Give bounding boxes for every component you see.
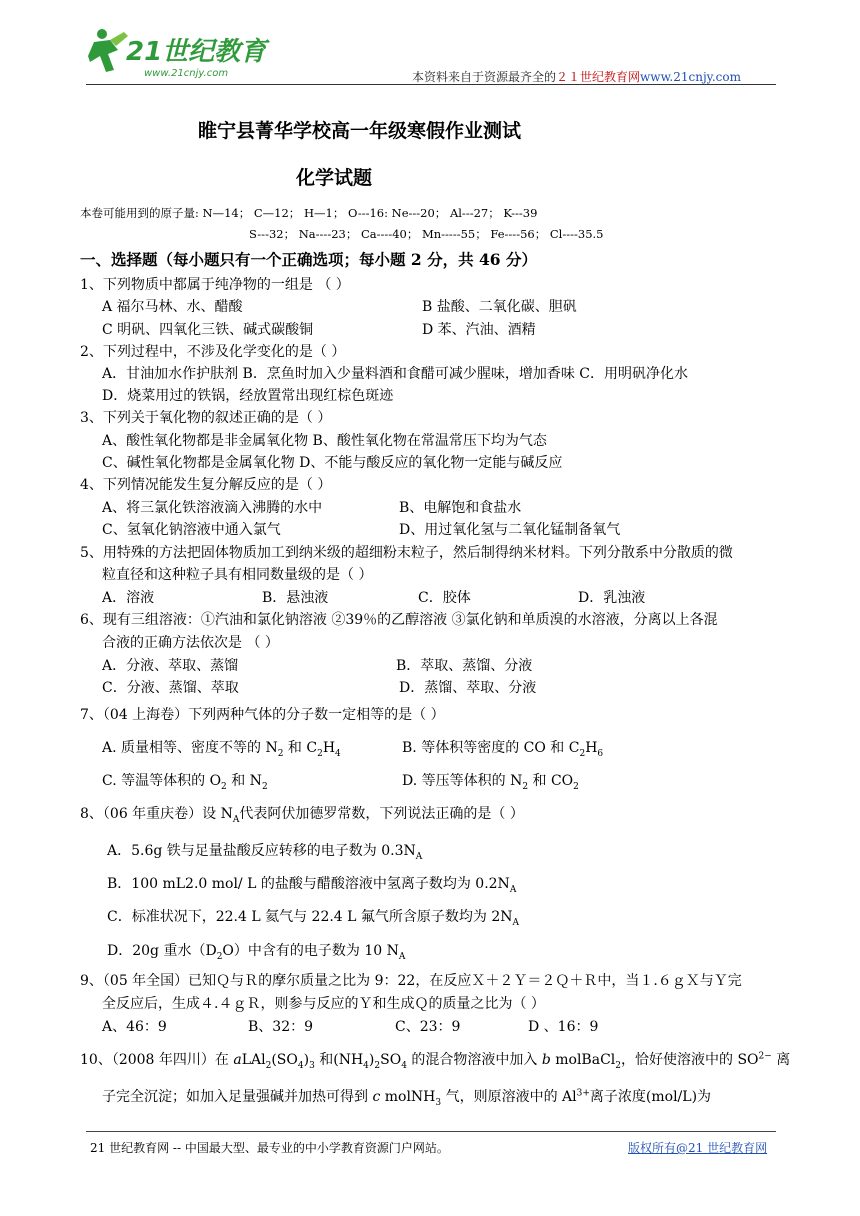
q5-option-c: C．胶体 xyxy=(418,590,471,606)
source-note: 本资料来自于资源最齐全的２１世纪教育网www.21cnjy.com xyxy=(412,70,741,84)
q8-option-d: D．20g 重水$(D_2O)$中含有的电子数为 10 $N_A$ xyxy=(107,943,406,962)
q4-stem: 4、下列情况能发生复分解反应的是（ ） xyxy=(80,477,332,493)
copyright-link[interactable]: 版权所有@21 世纪教育网 xyxy=(628,1141,768,1155)
atomic-masses-1: 本卷可能用到的原子量: N—14； C—12； H—1； O---16: Ne---20； Al---27； K---39 xyxy=(80,206,538,220)
footer-divider xyxy=(86,1131,776,1132)
q7-option-d: D. 等压等体积的 $N_2$ 和 $CO_2$ xyxy=(402,773,579,792)
q1-option-c: C 明矾、四氧化三铁、碱式碳酸铜 xyxy=(102,322,314,338)
q1-option-b: B 盐酸、二氧化碳、胆矾 xyxy=(422,299,577,315)
q5-stem-2: 粒直径和这种粒子具有相同数量级的是（ ） xyxy=(102,567,373,583)
q7-option-b: B. 等体积等密度的 CO 和 $C_2H_6$ xyxy=(402,740,604,759)
q1-stem: 1、下列物质中都属于纯净物的一组是 （ ） xyxy=(80,277,350,293)
q2-stem: 2、下列过程中，不涉及化学变化的是（ ） xyxy=(80,344,346,360)
source-site: ２１世纪教育网 xyxy=(556,70,641,84)
q9-option-a: A、46：9 xyxy=(102,1019,167,1035)
q3-options-cd: C、碱性氧化物都是金属氧化物 D、不能与酸反应的氧化物一定能与碱反应 xyxy=(102,455,563,471)
q5-option-a: A．溶液 xyxy=(102,590,155,606)
q8-option-c: C．标准状况下，22.4 L 氦气与 22.4 L 氟气所含原子数均为 $2N_A$ xyxy=(107,909,520,928)
q9-option-d: D 、16：9 xyxy=(528,1019,599,1035)
logo-url: www.21cnjy.com xyxy=(144,68,229,79)
logo xyxy=(84,26,284,82)
q5-option-b: B．悬浊液 xyxy=(262,590,329,606)
atomic-masses-2: S---32； Na----23； Ca----40； Mn-----55； Fe----56； Cl----35.5 xyxy=(249,227,604,241)
section-heading: 一、选择题（每小题只有一个正确选项；每小题 2 分，共 46 分） xyxy=(80,250,537,269)
q10-stem-2: 子完全沉淀；如加入足量强碱并加热可得到 c molNH$_3$ 气，则原溶液中的 $Al^{3+}$离子浓度(mol/L)为 xyxy=(102,1088,712,1108)
q6-option-c: C．分液、蒸馏、萃取 xyxy=(102,680,239,696)
q9-stem-1: 9、（05 年全国）已知Ｑ与Ｒ的摩尔质量之比为 9：22，在反应Ｘ＋２Ｙ＝２Ｑ＋Ｒ中，当１.６ｇＸ与Ｙ完 xyxy=(80,973,742,989)
q8-stem: 8、（06 年重庆卷）设 $N_A$代表阿伏加德罗常数，下列说法正确的是（ ） xyxy=(80,806,524,825)
q9-stem-2: 全反应后，生成４.４ｇＲ，则参与反应的Ｙ和生成Ｑ的质量之比为（ ） xyxy=(102,996,545,1012)
q6-stem-2: 合液的正确方法依次是 （ ） xyxy=(102,635,279,651)
header-divider xyxy=(86,84,776,85)
q6-stem-1: 6、现有三组溶液：①汽油和氯化钠溶液 ②39％的乙醇溶液 ③氯化钠和单质溴的水溶液，分离以上各混 xyxy=(80,612,718,628)
footer-text: 21 世纪教育网 -- 中国最大型、最专业的中小学教育资源门户网站。 xyxy=(90,1141,449,1155)
q3-stem: 3、下列关于氧化物的叙述正确的是（ ） xyxy=(80,410,332,426)
q2-option-d: D．烧菜用过的铁锅，经放置常出现红棕色斑迹 xyxy=(102,388,394,404)
q1-option-d: D 苯、汽油、酒精 xyxy=(422,322,536,338)
q9-option-b: B、32：9 xyxy=(248,1019,314,1035)
q7-option-a: A. 质量相等、密度不等的 $N_2$ 和 $C_2H_4$ xyxy=(102,740,341,759)
q8-option-b: B．100 mL2.0 mol/ L 的盐酸与醋酸溶液中氢离子数均为 $0.2N_A$ xyxy=(107,876,517,895)
q6-option-d: D．蒸馏、萃取、分液 xyxy=(399,680,537,696)
page-title: 睢宁县菁华学校高一年级寒假作业测试 xyxy=(198,120,522,142)
q6-option-b: B．萃取、蒸馏、分液 xyxy=(396,658,533,674)
q4-option-c: C、氢氧化钠溶液中通入氯气 xyxy=(102,522,281,538)
q6-option-a: A．分液、萃取、蒸馏 xyxy=(102,658,239,674)
q3-options-ab: A、酸性氧化物都是非金属氧化物 B、酸性氧化物在常温常压下均为气态 xyxy=(102,433,547,449)
q9-option-c: C、23：9 xyxy=(395,1019,461,1035)
q5-option-d: D．乳浊液 xyxy=(578,590,646,606)
q7-option-c: C. 等温等体积的 $O_2$ 和 $N_2$ xyxy=(102,773,268,792)
q5-stem-1: 5、用特殊的方法把固体物质加工到纳米级的超细粉末粒子，然后制得纳米材料。下列分散系中分散质的微 xyxy=(80,545,733,561)
q4-option-b: B、电解饱和食盐水 xyxy=(399,500,522,516)
logo-text: 21世纪教育 xyxy=(126,37,267,67)
q4-option-a: A、将三氯化铁溶液滴入沸腾的水中 xyxy=(102,500,323,516)
q10-stem-1: 10、（2008 年四川）在 $aLAl_2(SO_4)_3$ 和$(NH_4)_2SO_4$ 的混合物溶液中加入 b molBaCl$_2$，恰好使溶液中的 $SO^{2-}$ 离 xyxy=(80,1051,791,1071)
q1-option-a: A 福尔马林、水、醋酸 xyxy=(102,299,243,315)
source-link[interactable]: www.21cnjy.com xyxy=(640,70,741,84)
q8-option-a: A．5.6g 铁与足量盐酸反应转移的电子数为 $0.3N_A$ xyxy=(107,843,423,862)
runner-icon xyxy=(88,29,128,72)
q7-stem: 7、（04 上海卷）下列两种气体的分子数一定相等的是（ ） xyxy=(80,707,445,723)
q4-option-d: D、用过氧化氢与二氧化锰制备氧气 xyxy=(399,522,621,538)
page-subtitle: 化学试题 xyxy=(296,167,373,189)
q2-options-abc: A．甘油加水作护肤剂 B．烹鱼时加入少量料酒和食醋可减少腥味，增加香味 C．用明矾净化水 xyxy=(102,366,689,382)
